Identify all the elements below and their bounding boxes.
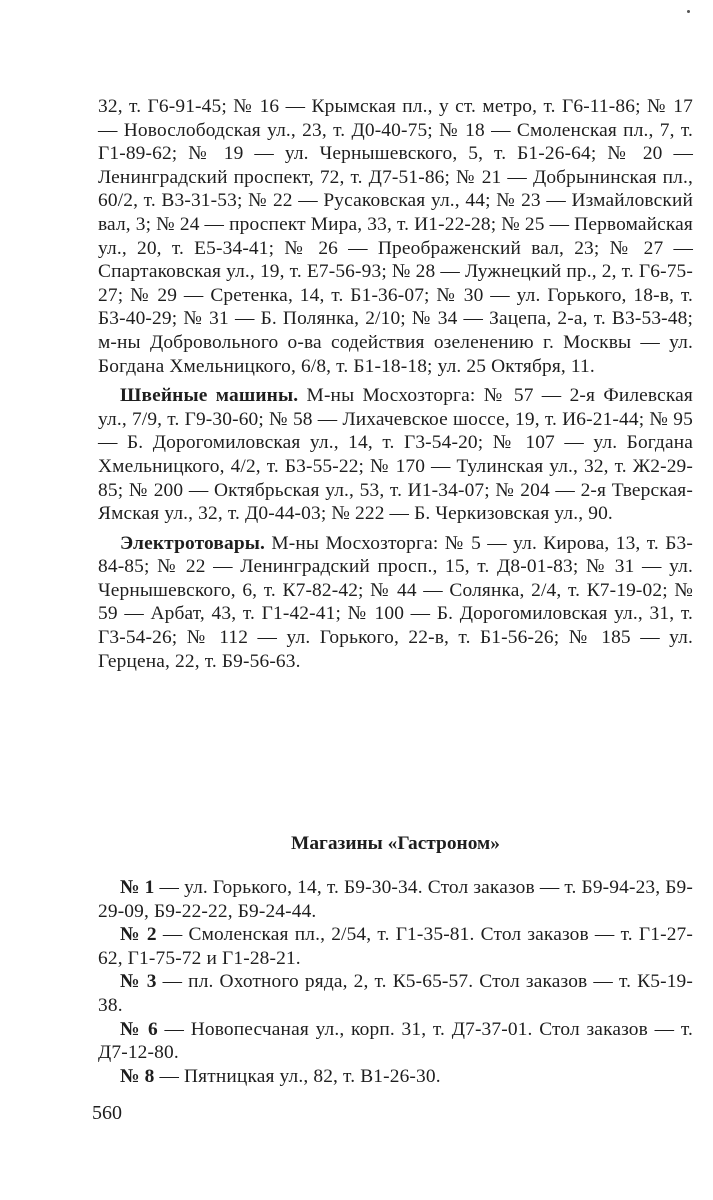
electro-goods-paragraph	[98, 532, 693, 674]
store-details: — Новопесчаная ул., корп. 31, т. Д7-37-01. Стол заказов — т. Д7-12-80.	[98, 1018, 693, 1064]
store-entry	[98, 970, 693, 1017]
shop-listing-column	[98, 95, 693, 673]
store-entry	[98, 1065, 693, 1089]
store-details: — Смоленская пл., 2/54, т. Г1-35-81. Стол заказов — т. Г1-27-62, Г1-75-72 и Г1-28-21.	[98, 924, 693, 969]
store-entry	[98, 876, 693, 923]
store-number: № 6	[120, 1018, 158, 1040]
sewing-machines-paragraph	[98, 384, 693, 526]
store-entry	[98, 923, 693, 970]
continued-listing-text: 32, т. Г6-91-45; № 16 — Крымская пл., у ст. метро, т. Г6-11-86; № 17 — Новослободская ул., 23, т. Д0-40-75; № 18 — Смоленская пл., 7, т. Г1-89-62; № 19 — ул. Чернышевского, 5, т. Б1-26-64; № 20 — Ленинградский проспект, 72, т. Д7-51-86; № 21 — Добрынинская пл., 60/2, т. В3-31-53; № 22 — Русаковская ул., 44; № 23 — Измайловский вал, 3; № 24 — проспект Мира, 33, т. И1-22-28; № 25 — Первомайская ул., 20, т. Е5-34-41; № 26 — Преображенский вал, 23; № 27 — Спартаковская ул., 19, т. Е7-56-93; № 28 — Лужнецкий пр., 2, т. Г6-75-27; № 29 — Сретенка, 14, т. Б1-36-07; № 30 — ул. Горького, 18-в, т. Б3-40-29; № 31 — Б. Полянка, 2/10; № 34 — Зацепа, 2-а, т. В3-53-48; м-ны Добровольного о-ва содействия озеленению г. Москвы — ул. Богдана Хмельницкого, 6/8, т. Б1-18-18; ул. 25 Октября, 11.	[98, 96, 693, 377]
sewing-machines-heading: Швейные машины.	[120, 385, 299, 407]
sewing-machines-text: М-ны Мосхозторга: № 57 — 2-я Филевская ул., 7/9, т. Г9-30-60; № 58 — Лихачевское шоссе, 19, т. И6-21-44; № 95 — Б. Дорогомиловская ул., 14, т. Г3-54-20; № 107 — ул. Богдана Хмельницкого, 4/2, т. Б3-55-22; № 170 — Тулинская ул., 32, т. Ж2-29-85; № 200 — Октябрьская ул., 53, т. И1-34-07; № 204 — 2-я Тверская-Ямская ул., 32, т. Д0-44-03; № 222 — Б. Черкизовская ул., 90.	[98, 385, 693, 525]
gastronom-section-heading: Магазины «Гастроном»	[291, 833, 500, 854]
store-entry	[98, 1018, 693, 1065]
store-number: № 2	[120, 924, 157, 946]
store-details: — Пятницкая ул., 82, т. В1-26-30.	[154, 1065, 441, 1087]
store-details: — ул. Горького, 14, т. Б9-30-34. Стол заказов — т. Б9-94-23, Б9-29-09, Б9-22-22, Б9-24-44.	[98, 877, 694, 922]
page-body	[98, 95, 694, 1087]
electro-goods-heading: Электротовары.	[120, 532, 266, 554]
electro-goods-text: М-ны Мосхозторга: № 5 — ул. Кирова, 13, т. Б3-84-85; № 22 — Ленинградский просп., 15, т. Д8-01-83; № 31 — ул. Чернышевского, 6, т. К7-82-42; № 44 — Солянка, 2/4, т. К7-19-02; № 59 — Арбат, 43, т. Г1-42-41; № 100 — Б. Дорогомиловская ул., 31, т. Г3-54-26; № 112 — ул. Горького, 22-в, т. Б1-56-26; № 185 — ул. Герцена, 22, т. Б9-56-63.	[98, 532, 693, 672]
gastronom-store-list	[98, 876, 693, 1088]
page-number: 560	[92, 1102, 122, 1124]
continued-listing-paragraph	[98, 95, 693, 378]
store-number: № 1	[120, 877, 155, 898]
store-number: № 8	[120, 1065, 155, 1087]
printing-speck	[687, 10, 690, 13]
store-number: № 3	[120, 971, 157, 993]
store-details: — пл. Охотного ряда, 2, т. К5-65-57. Стол заказов — т. К5-19-38.	[98, 971, 693, 1016]
